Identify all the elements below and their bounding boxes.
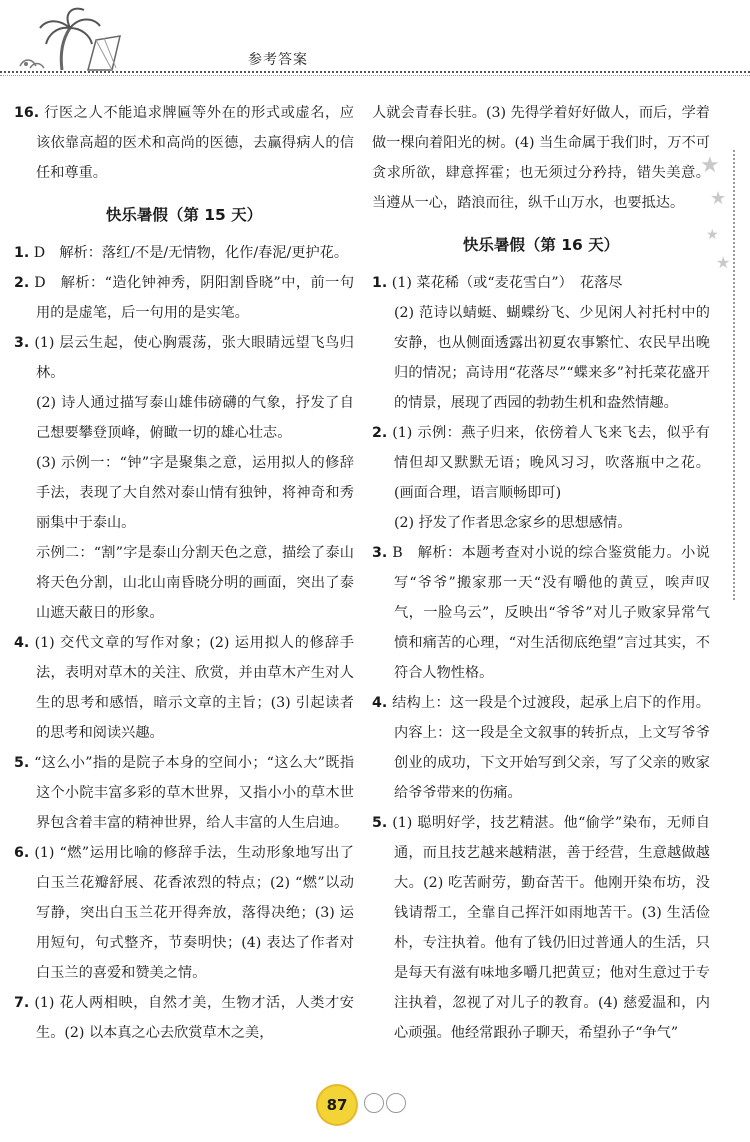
- palm-tree-book-logo-icon: [0, 0, 150, 72]
- right-column: [372, 98, 710, 1048]
- page-header: [0, 0, 750, 80]
- section-title-day15: 快乐暑假（第 15 天）: [105, 206, 263, 224]
- answer-item: 2. (1) 示例：燕子归来，依傍着人飞来飞去，似乎有情但却又默默无语；晚风习习，吹落瓶中之花。(画面合理，语言顺畅即可): [372, 425, 710, 501]
- answer-item: 4. (1) 交代文章的写作对象；(2) 运用拟人的修辞手法，表明对草木的关注、欣赏，并由草木产生对人生的思考和感悟，暗示文章的主旨；(3) 引起读者的思考和阅读兴趣。: [14, 635, 355, 741]
- answer-subitem: (3) 示例一：“钟”字是聚集之意，运用拟人的修辞手法，表现了大自然对泰山情有独钟，将神奇和秀丽集中于泰山。: [36, 455, 354, 531]
- answer-item: 3. (1) 层云生起，使心胸震荡，张大眼睛远望飞鸟归林。: [14, 335, 354, 381]
- star-icon: ★: [716, 253, 731, 272]
- star-icon: ★: [710, 188, 727, 209]
- answer-subitem: (2) 范诗以蜻蜓、蝴蝶纷飞、少见闲人衬托村中的安静，也从侧面透露出初夏农事繁忙、农民早出晚归的情况；高诗用“花落尽”“蝶来多”衬托菜花盛开的情景，展现了西园的勃勃生机和盎然情趣。: [394, 305, 710, 411]
- header-title: 参考答案: [248, 52, 308, 68]
- answer-item: 6. (1) “燃”运用比喻的修辞手法，生动形象地写出了白玉兰花瓣舒展、花香浓烈的特点；(2) “燃”以动写静，突出白玉兰花开得奔放，落得决绝；(3) 运用短句，句式整齐，节奏明快；(4) 表达了作者对白玉兰的喜爱和赞美之情。: [14, 845, 354, 981]
- header-divider-secondary: [0, 75, 750, 76]
- circle-decoration-icon: [364, 1093, 384, 1113]
- answer-item: 1. D 解析：落红/不是/无情物，化作/春泥/更护花。: [14, 245, 349, 261]
- answer-subitem: 示例二：“割”字是泰山分割天色之意，描绘了泰山将天色分割，山北山南昏晓分明的画面，突出了泰山遮天蔽日的形象。: [36, 545, 354, 621]
- circle-decoration-icon: [386, 1093, 406, 1113]
- answer-item: 5. “这么小”指的是院子本身的空间小；“这么大”既指这个小院丰富多彩的草木世界，又指小小的草木世界包含着丰富的精神世界，给人丰富的人生启迪。: [14, 755, 355, 831]
- section-title-day16: 快乐暑假（第 16 天）: [462, 236, 620, 254]
- star-icon: ★: [700, 153, 720, 178]
- margin-dotted-line: [733, 150, 735, 600]
- answer-item: 4. 结构上：这一段是个过渡段，起承上启下的作用。内容上：这一段是全文叙事的转折点，上文写爷爷创业的成功，下文开始写到父亲，写了父亲的败家给爷爷带来的伤痛。: [372, 695, 710, 801]
- page-number: 87: [318, 1086, 356, 1124]
- header-divider: [0, 71, 750, 73]
- answer-item: 3. B 解析：本题考查对小说的综合鉴赏能力。小说写“爷爷”搬家那一天“没有嚼他的黄豆，唉声叹气，一脸乌云”，反映出“爷爷”对儿子败家异常气愤和痛苦的心理，“对生活彻底绝望”言过其实，不符合人物性格。: [372, 545, 710, 681]
- answer-item: 16. 行医之人不能追求牌匾等外在的形式或虚名，应该依靠高超的医术和高尚的医德，去赢得病人的信任和尊重。: [14, 105, 354, 181]
- answer-item: 7. (1) 花人两相映，自然才美，生物才活，人类才安生。(2) 以本真之心去欣赏草木之美，: [14, 995, 354, 1041]
- star-icon: ★: [706, 227, 719, 243]
- answer-item: 5. (1) 聪明好学，技艺精湛。他“偷学”染布，无师自通，而且技艺越来越精湛，善于经营，生意越做越大。(2) 吃苦耐劳，勤奋苦干。他刚开染布坊，没钱请帮工，全靠自己挥汗如雨地苦干。(3) 生活俭朴，专注执着。他有了钱仍旧过普通人的生活，只是每天有滋有味地多嚼几把黄豆；他对生意过于专注执着，忽视了对儿子的教育。(4) 慈爱温和，内心顽强。他经常跟孙子聊天，希望孙子“争气”: [372, 815, 710, 1041]
- left-column: [14, 98, 354, 1048]
- answer-item: 1. (1) 菜花稀（或“麦花雪白”） 花落尽: [372, 275, 623, 291]
- answer-subitem: (2) 抒发了作者思念家乡的思想感情。: [394, 515, 632, 531]
- answer-subitem: (2) 诗人通过描写泰山雄伟磅礴的气象，抒发了自己想要攀登顶峰，俯瞰一切的雄心壮志。: [36, 395, 354, 441]
- answer-item: 2. D 解析：“造化钟神秀，阴阳割昏晓”中，前一句用的是虚笔，后一句用的是实笔。: [14, 275, 355, 321]
- answer-continuation: 人就会青春长驻。(3) 先得学着好好做人，而后，学着做一棵向着阳光的树。(4) 当生命属于我们时，万不可贪求所欲，肆意挥霍；也无须过分矜持，错失美意。当遵从一心，踏浪而往，纵千山万水，也要抵达。: [372, 105, 710, 211]
